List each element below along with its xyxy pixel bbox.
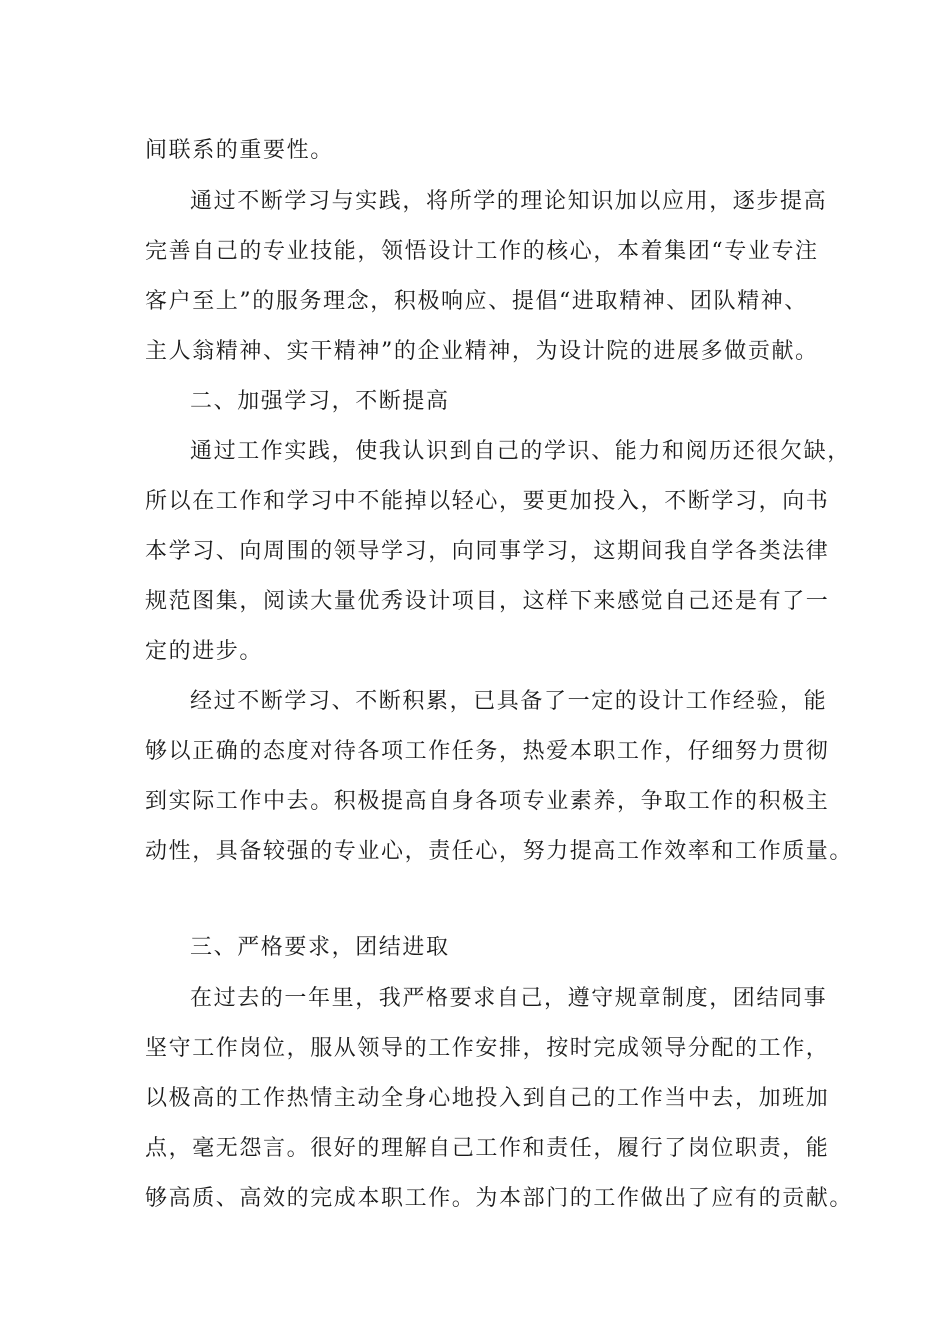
text-line: 本学习、向周围的领导学习，向同事学习，这期间我自学各类法律 — [145, 539, 830, 564]
text-line: 客户至上”的服务理念，积极响应、提倡“进取精神、团队精神、 — [145, 289, 808, 314]
text-line: 够高质、高效的完成本职工作。为本部门的工作做出了应有的贡献。 — [145, 1186, 854, 1211]
text-line: 所以在工作和学习中不能掉以轻心，要更加投入，不断学习，向书 — [145, 489, 830, 514]
text-line: 坚守工作岗位，服从领导的工作安排，按时完成领导分配的工作， — [145, 1036, 830, 1061]
text-line: 通过不断学习与实践，将所学的理论知识加以应用，逐步提高 — [190, 189, 828, 214]
text-line: 完善自己的专业技能，领悟设计工作的核心，本着集团“专业专注 — [145, 239, 819, 264]
section-heading: 二、加强学习，不断提高 — [190, 389, 450, 414]
text-line: 以极高的工作热情主动全身心地投入到自己的工作当中去，加班加 — [145, 1086, 830, 1111]
text-line: 通过工作实践，使我认识到自己的学识、能力和阅历还很欠缺， — [190, 439, 851, 464]
section-heading: 三、严格要求，团结进取 — [190, 935, 450, 960]
text-line: 定的进步。 — [145, 639, 264, 664]
text-line: 规范图集，阅读大量优秀设计项目，这样下来感觉自己还是有了一 — [145, 589, 830, 614]
text-line: 主人翁精神、实干精神”的企业精神，为设计院的进展多做贡献。 — [145, 339, 819, 364]
text-line: 经过不断学习、不断积累，已具备了一定的设计工作经验，能 — [190, 689, 828, 714]
text-line: 动性，具备较强的专业心，责任心，努力提高工作效率和工作质量。 — [145, 839, 854, 864]
text-line: 间联系的重要性。 — [145, 138, 334, 163]
text-line: 点，毫无怨言。很好的理解自己工作和责任，履行了岗位职责，能 — [145, 1136, 830, 1161]
text-line: 在过去的一年里，我严格要求自己，遵守规章制度，团结同事 — [190, 986, 828, 1011]
text-line: 够以正确的态度对待各项工作任务，热爱本职工作，仔细努力贯彻 — [145, 739, 830, 764]
text-line: 到实际工作中去。积极提高自身各项专业素养，争取工作的积极主 — [145, 789, 830, 814]
